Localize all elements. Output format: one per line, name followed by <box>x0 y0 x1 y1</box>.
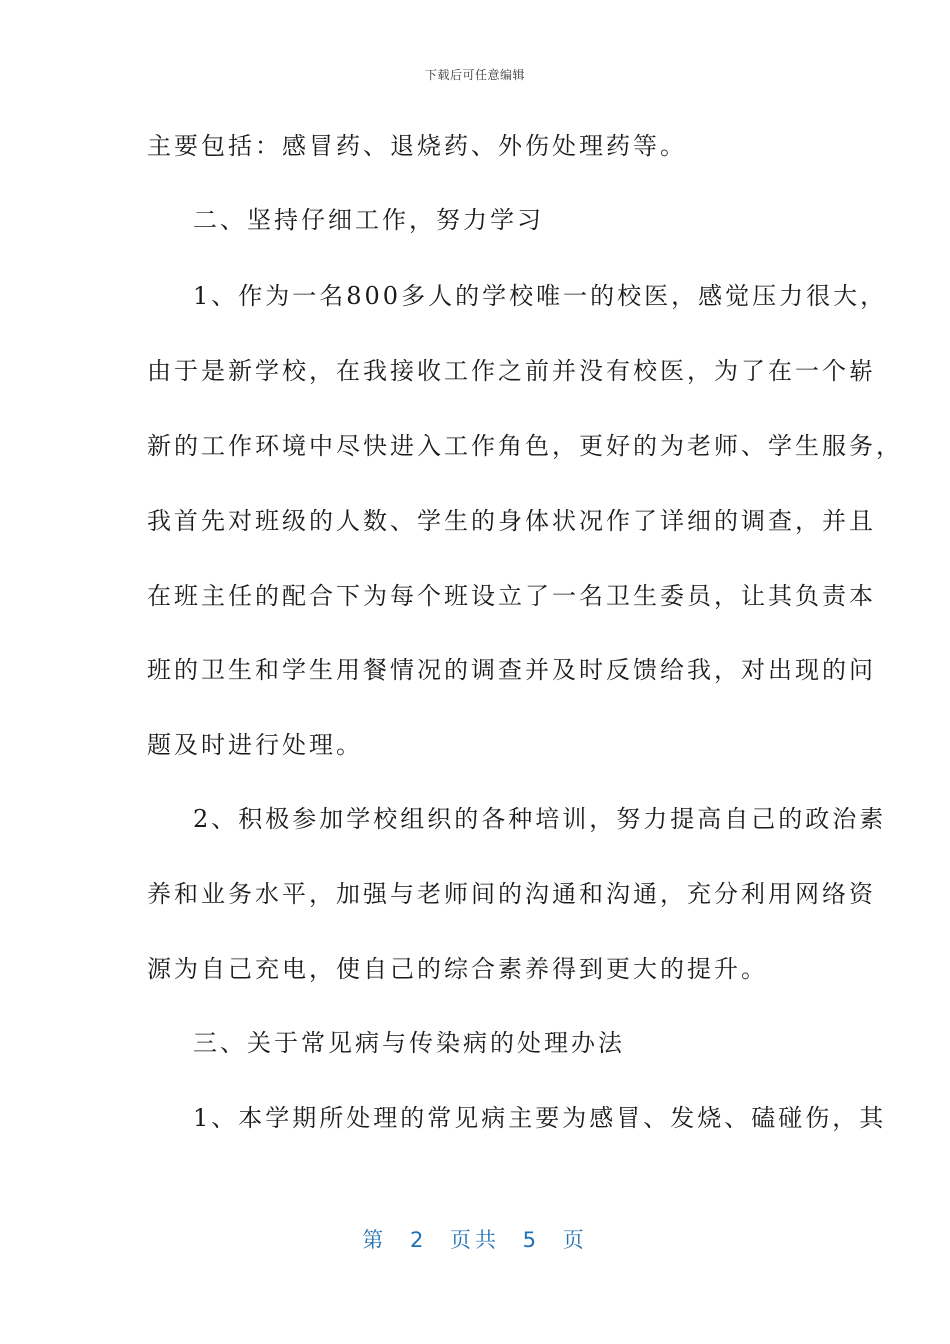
text-line-14: 1、本学期所处理的常见病主要为感冒、发烧、磕碰伤，其 <box>193 1104 887 1132</box>
text-line-6: 我首先对班级的人数、学生的身体状况作了详细的调查，并且 <box>147 507 876 535</box>
text-line-3: 1、作为一名800多人的学校唯一的校医，感觉压力很大， <box>193 282 888 310</box>
text-line-5: 新的工作环境中尽快进入工作角色，更好的为老师、学生服务， <box>147 432 903 460</box>
text-line-10: 2、积极参加学校组织的各种培训，努力提高自己的政治素 <box>193 805 887 833</box>
section-heading-2: 二、坚持仔细工作，努力学习 <box>193 206 544 234</box>
header-note: 下载后可任意编辑 <box>424 68 525 82</box>
text-line-12: 源为自己充电，使自己的综合素养得到更大的提升。 <box>147 955 768 983</box>
text-line-9: 题及时进行处理。 <box>147 731 363 759</box>
text-line-11: 养和业务水平，加强与老师间的沟通和沟通，充分利用网络资 <box>147 880 876 908</box>
text-line-4: 由于是新学校，在我接收工作之前并没有校医，为了在一个崭 <box>147 357 876 385</box>
text-line-1: 主要包括：感冒药、退烧药、外伤处理药等。 <box>147 132 687 160</box>
text-line-7: 在班主任的配合下为每个班设立了一名卫生委员，让其负责本 <box>147 582 876 610</box>
page-number: 第 2 页共 5 页 <box>362 1228 588 1252</box>
text-line-8: 班的卫生和学生用餐情况的调查并及时反馈给我，对出现的问 <box>147 656 876 684</box>
section-heading-3: 三、关于常见病与传染病的处理办法 <box>193 1029 625 1057</box>
